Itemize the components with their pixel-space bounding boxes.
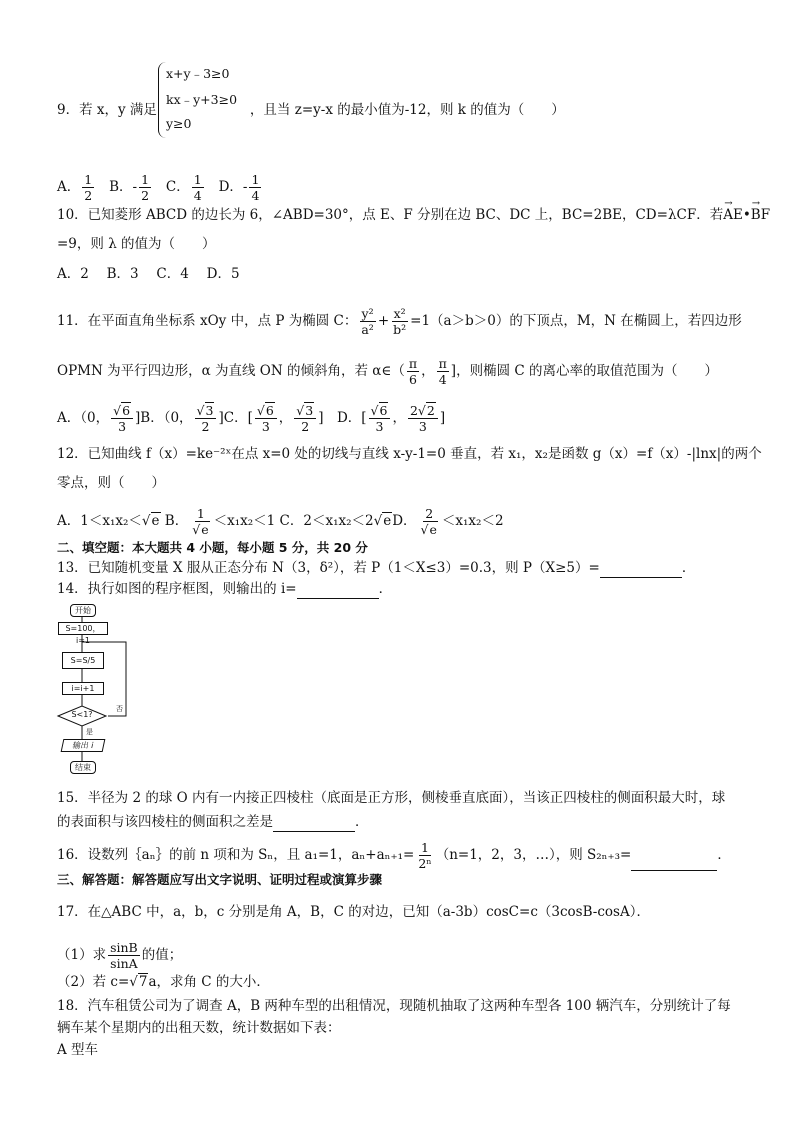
q9-suffix: ，且当 z=y-x 的最小值为-12，则 k 的值为（ ） (249, 102, 565, 118)
q11-opt-c-frac2: $\frac{√3}{2}$ (294, 403, 316, 434)
q9-constraint-system (158, 62, 258, 140)
q16 (57, 840, 764, 871)
q14-answer-blank[interactable] (297, 584, 379, 599)
q17-sub2-text-b: a，求角 C 的大小． (148, 974, 270, 990)
q13-answer-blank[interactable] (600, 563, 682, 578)
q11-options: A．（0， $\frac{√6}{3}$ ]B．（0， $\frac{√3}{2}$ ]C．[ $\frac{√6}{3}$ ， $\frac{√3}{2}$ ] D．[ $\frac{√6}{3}$ ， $\frac{2√2}{3}$ ] (57, 403, 446, 434)
q11-text-c: OPMN 为平行四边形，α 为直线 ON 的倾斜角，若 α∈（ (57, 363, 405, 379)
q11-opt-c-frac1: $\frac{√6}{3}$ (255, 403, 277, 434)
q13-text: 13．已知随机变量 X 服从正态分布 N（3，δ²），若 P（1＜X≤3）=0.3，则 P（X≥5）= (57, 560, 600, 576)
q15-line-2 (57, 812, 764, 832)
q12-option-a: A．1＜x₁x₂＜ (57, 513, 142, 529)
q18-line-2: 辆车某个星期内的出租天数，统计数据如下表： (57, 1020, 341, 1036)
q11-comma: ， (421, 363, 435, 379)
q15-end: ． (355, 814, 369, 830)
q16-text-a: 16．设数列｛aₙ｝的前 n 项和为 Sₙ，且 a₁=1，aₙ+aₙ₊₁= (57, 847, 415, 863)
flowchart-init: S=100，i=1 (58, 622, 108, 635)
q11-option-c: ]C．[ (218, 410, 253, 426)
q12-sqrt-e-a: e (151, 513, 160, 529)
q11-line-2 (57, 356, 764, 387)
q9-constraint-1: x+y﹣3≥0 (166, 66, 230, 81)
q11-text-d: ]，则椭圆 C 的离心率的取值范围为（ ） (450, 363, 718, 379)
q11-opt-d-frac2: $\frac{2√2}{3}$ (408, 403, 438, 434)
q13 (57, 558, 764, 578)
q17-sqrt-7: 7 (138, 974, 148, 990)
q14 (57, 579, 764, 599)
section-2-heading: 二、填空题：本大题共 4 小题，每小题 5 分，共 20 分 (57, 540, 368, 555)
program-flowchart (56, 602, 132, 778)
q17-sub-1 (57, 940, 764, 971)
q10-dot: • (742, 207, 751, 223)
flowchart-output: 输出 i (61, 739, 106, 752)
section-3-heading: 三、解答题：解答题应写出文字说明、证明过程或演算步骤 (57, 872, 383, 887)
q15-text: 的表面积与该四棱柱的侧面积之差是 (57, 814, 273, 830)
q16-text-b: （n=1，2，3，…），则 S₂ₙ₊₃= (435, 847, 632, 863)
flowchart-start: 开始 (70, 604, 96, 617)
q10-line-1 (57, 205, 771, 225)
q16-answer-blank[interactable] (631, 856, 717, 871)
q17-sub1-text-a: （1）求 (57, 947, 107, 963)
q12-opt-d-frac: $\frac{2}{√e}$ (420, 506, 437, 537)
q11-option-b: ]B．（0， (135, 410, 193, 426)
q12-line-1: 12．已知曲线 f（x）=ke⁻²ˣ在点 x=0 处的切线与直线 x-y-1=0 垂直，若 x₁，x₂是函数 g（x）=f（x）-|lnx|的两个 (57, 446, 762, 462)
flowchart-end: 结束 (70, 761, 96, 774)
q12-sqrt-e-c: e (383, 513, 392, 529)
q11-line-1 (57, 306, 764, 337)
q14-end: ． (378, 581, 393, 597)
q15-line-1: 15．半径为 2 的球 O 内有一内接正四棱柱（底面是正方形，侧棱垂直底面），当该正四棱柱的侧面积最大时，球 (57, 790, 726, 806)
q11-text-a: 11．在平面直角坐标系 xOy 中，点 P 为椭圆 C： (57, 313, 358, 329)
q9-option-d: D．- $\frac{1}{4}$ (218, 172, 260, 203)
flowchart-no-label: 否 (116, 705, 123, 713)
q9-options (57, 172, 764, 203)
q11-pi-6: $\frac{\pi}{6}$ (408, 356, 418, 387)
flowchart-yes-label: 是 (86, 728, 93, 736)
q14-text: 14．执行如图的程序框图，则输出的 i= (57, 581, 297, 597)
q11-opt-a-frac: $\frac{√6}{3}$ (111, 403, 133, 434)
q11-fraction-y: $\frac{\text{y²}}{\text{a²}}$ (361, 306, 374, 337)
q9-option-a: A． $\frac{1}{2}$ (57, 172, 93, 203)
q10-vector-bf: → BF (751, 205, 770, 225)
flowchart-condition: S<1? (71, 710, 93, 719)
q11-text-b: =1（a＞b＞0）的下顶点，M，N 在椭圆上，若四边形 (410, 313, 742, 329)
q11-fraction-x: $\frac{\text{x²}}{\text{b²}}$ (393, 306, 407, 337)
q11-pi-4: $\frac{\pi}{4}$ (438, 356, 447, 387)
flowchart-assign: S=S/5 (62, 652, 104, 669)
q11-opt-d-frac1: $\frac{√6}{3}$ (369, 403, 391, 434)
q10-line-2: =9，则 λ 的值为（ ） (57, 236, 216, 252)
q17-sub1-text-b: 的值； (141, 947, 183, 963)
q11-close: ] (439, 410, 446, 426)
q17-sub-2: （2）若 c=√7a，求角 C 的大小． (57, 974, 270, 990)
q11-option-a: A．（0， (57, 410, 110, 426)
q12-option-b: B． (164, 513, 189, 529)
q11-plus: + (377, 313, 390, 329)
q9-option-b: B．- $\frac{1}{2}$ (109, 172, 150, 203)
q10-vector-ae: → AE (723, 205, 743, 225)
q18-line-1: 18．汽车租赁公司为了调查 A，B 两种车型的出租情况，现随机抽取了这两种车型各 100 辆汽车，分别统计了每 (57, 998, 731, 1014)
q13-end: ． (681, 560, 696, 576)
q12-option-c: C．2＜x₁x₂＜2 (279, 513, 374, 529)
q16-end: ． (717, 847, 731, 863)
q9-prefix: 9．若 x，y 满足 (57, 102, 157, 118)
q9-option-c: C． $\frac{1}{4}$ (165, 172, 202, 203)
q15-answer-blank[interactable] (273, 817, 355, 832)
q12-options: A．1＜x₁x₂＜√e B． $\frac{1}{√e}$ ＜x₁x₂＜1 C．2＜x₁x₂＜2√eD． $\frac{2}{√e}$ ＜x₁x₂＜2 (57, 506, 504, 537)
q10-text: 10．已知菱形 ABCD 的边长为 6，∠ABD=30°，点 E、F 分别在边 BC、DC 上，BC=2BE，CD=λCF．若 (57, 207, 724, 223)
q12-option-d: D． (392, 513, 417, 529)
q11-opt-b-frac: $\frac{√3}{2}$ (195, 403, 217, 434)
q9-constraint-3: y≥0 (166, 116, 192, 131)
q12-opt-b-frac: $\frac{1}{√e}$ (192, 506, 209, 537)
q17-sinb-over-sina: $\frac{\sin B}{\sin A}$ (110, 940, 138, 971)
q12-line-2: 零点，则（ ） (57, 475, 165, 491)
q12-option-b-tail: ＜x₁x₂＜1 (213, 513, 276, 529)
flowchart-increment: i=i+1 (62, 682, 104, 695)
q16-fraction: $\frac{1}{\text{2ⁿ}}$ (418, 840, 432, 871)
q9-constraint-2: kx﹣y+3≥0 (166, 92, 238, 107)
q17-line-1: 17．在△ABC 中，a，b，c 分别是角 A，B，C 的对边，已知（a-3b）cosC=c（3cosB-cosA）． (57, 904, 650, 920)
q12-option-d-tail: ＜x₁x₂＜2 (441, 513, 504, 529)
q17-sub2-text-a: （2）若 c= (57, 974, 130, 990)
q10-options: A．2 B．3 C．4 D．5 (57, 266, 240, 282)
q18-line-3: A 型车 (57, 1042, 99, 1058)
q11-option-d: ] D．[ (318, 410, 367, 426)
